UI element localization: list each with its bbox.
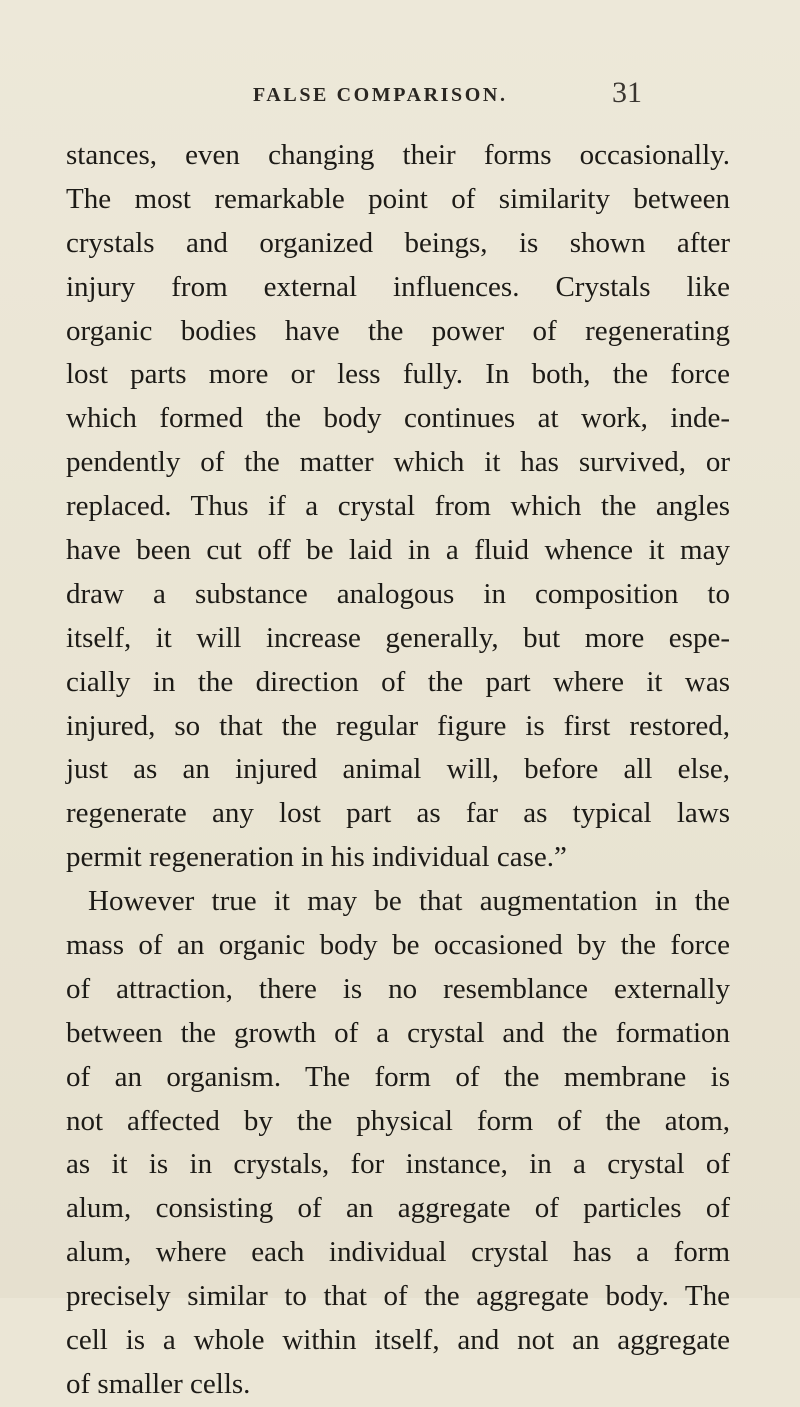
text-line: crystals and organized beings, is shown after [66, 226, 730, 259]
text-line: injured, so that the regular figure is first restored, [66, 709, 730, 742]
text-line: The most remarkable point of similarity between [66, 182, 730, 215]
text-line: mass of an organic body be occasioned by the force [66, 929, 730, 962]
text-line: pendently of the matter which it has survived, or [66, 446, 730, 479]
text-line: between the growth of a crystal and the formation [66, 1016, 730, 1049]
text-line: draw a substance analogous in composition to [66, 577, 730, 610]
text-line: precisely similar to that of the aggregate body. The [66, 1280, 730, 1313]
text-line: cially in the direction of the part where it was [66, 665, 730, 698]
text-line: stances, even changing their forms occasionally. [66, 139, 730, 171]
text-line: alum, where each individual crystal has a form [66, 1236, 730, 1269]
page-number: 31 [612, 76, 642, 109]
text-line: However true it may be that augmentation in the [88, 885, 730, 918]
text-line: injury from external influences. Crystals like [66, 270, 730, 303]
text-line: which formed the body continues at work, inde- [66, 402, 730, 435]
text-line: organic bodies have the power of regenerating [66, 314, 730, 347]
text-line: cell is a whole within itself, and not an aggregate [66, 1324, 730, 1357]
text-line: itself, it will increase generally, but more espe- [66, 621, 730, 654]
text-line: alum, consisting of an aggregate of particles of [66, 1192, 730, 1225]
text-line: regenerate any lost part as far as typical laws [66, 797, 730, 830]
text-line: permit regeneration in his individual case.” [66, 841, 567, 874]
text-line: replaced. Thus if a crystal from which the angles [66, 490, 730, 523]
body-text [66, 134, 730, 1407]
text-line: of smaller cells. [66, 1367, 251, 1400]
text-line: just as an injured animal will, before all else, [66, 753, 730, 786]
text-line: of an organism. The form of the membrane is [66, 1060, 730, 1093]
text-line: as it is in crystals, for instance, in a crystal of [66, 1148, 730, 1181]
text-line: lost parts more or less fully. In both, the force [66, 358, 730, 391]
text-line: have been cut off be laid in a fluid whence it may [66, 534, 730, 567]
running-head-title: FALSE COMPARISON. [253, 84, 508, 106]
text-line: not affected by the physical form of the atom, [66, 1104, 730, 1137]
text-line: of attraction, there is no resemblance externally [66, 972, 730, 1005]
